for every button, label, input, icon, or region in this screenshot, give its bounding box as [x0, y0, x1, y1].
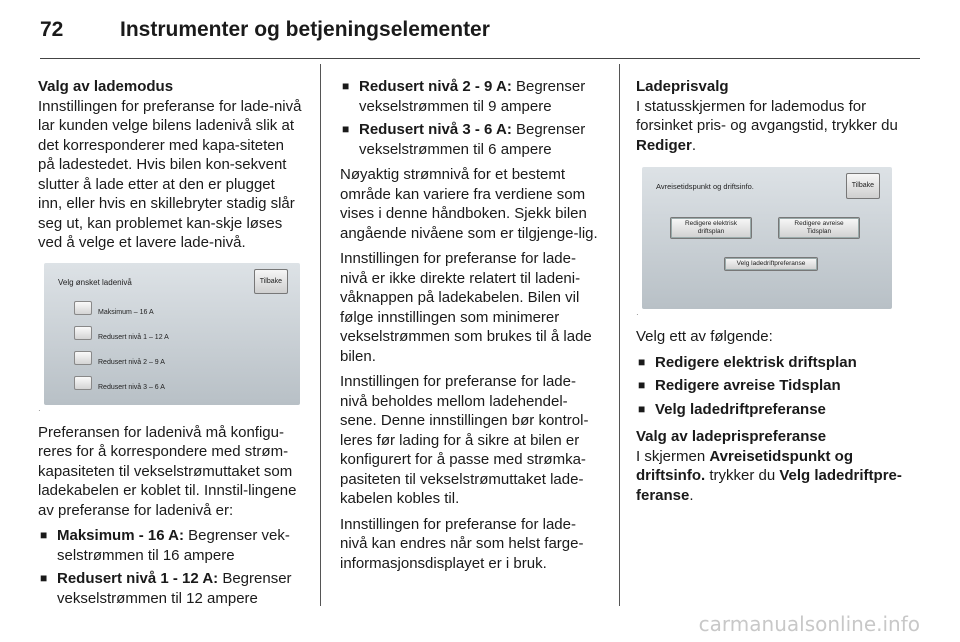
- item-text: Begrenser vekselstrømmen til 12 ampere: [57, 570, 292, 607]
- paragraph: Innstillingen for preferanse for lade-nivå er ikke direkte relatert til ladeni-våknappen på ladekabelen. Bilen vil følge innstillingen som minimerer vekselstrømmen som brukes til å lade bilen.: [340, 250, 592, 365]
- column-3: [636, 77, 904, 511]
- bullet-list: [38, 526, 302, 608]
- text: .: [691, 136, 697, 154]
- paragraph: Preferansen for ladenivå må konfigu-reres for å korrespondere med strøm-kapasiteten til vekselstrømuttaket som ladekabelen er koblet til. Innstil-lingene av preferanse for ladenivå er:: [38, 423, 297, 519]
- list-item: ■ Redigere avreise Tidsplan: [636, 376, 904, 396]
- paragraph: [636, 447, 904, 506]
- list-item: ■ Velg ladedriftpreferanse: [636, 400, 904, 420]
- bullet-list: [340, 77, 602, 159]
- paragraph: Innstillingen for preferanse for lade-nivå beholdes mellom ladehendel-sene. Denne innstillingen bør kontrol-leres før lading for å sikre at bilen er konfigurert for å passe med strømka-pasiteten til vekselstrømuttaket lade-kabelen kobles til.: [340, 373, 589, 507]
- column-divider: [619, 64, 620, 606]
- section-heading-price: Ladeprisvalg: [636, 78, 729, 95]
- screen-title: Avreisetidspunkt og driftsinfo.: [656, 182, 754, 191]
- option-label: Redusert nivå 3 – 6 A: [98, 383, 165, 391]
- section-heading-charge-mode: Valg av lademodus: [38, 78, 174, 95]
- paragraph: Velg ett av følgende:: [636, 328, 773, 345]
- option-label: Redusert nivå 1 – 12 A: [98, 333, 169, 341]
- text: I skjermen: [636, 447, 710, 465]
- page-number: 72: [40, 18, 64, 41]
- text: trykker du: [705, 467, 780, 484]
- checkbox-icon: [74, 301, 92, 315]
- checkbox-icon: [74, 326, 92, 340]
- emphasis: Rediger: [636, 136, 692, 154]
- item-label: Redusert nivå 3 - 6 A:: [359, 121, 512, 138]
- column-divider: [320, 64, 321, 606]
- screen-title: Velg ønsket ladenivå: [58, 277, 132, 287]
- paragraph: [636, 97, 904, 156]
- item-label: Redusert nivå 1 - 12 A:: [57, 570, 219, 587]
- column-2: [340, 77, 602, 579]
- emphasis: Avreisetidspunkt og driftsinfo.: [636, 447, 853, 484]
- list-item: ■ Redigere elektrisk driftsplan: [636, 353, 904, 373]
- column-1: [38, 77, 302, 614]
- paragraph: Innstillingen for preferanse for lade-nivå lar kunden velge bilens ladenivå slik at det korresponderer med kapa-siteten på ladestedet. Hvis bilen kon-sekvent slutter å lade etter at den er plugget inn, eller hvis en skillebryter stadig slår seg ut, kan problemet kan-skje løses ved å velge et lavere lade-nivå.: [38, 97, 302, 251]
- option-label: Maksimum – 16 A: [98, 308, 154, 316]
- list-item: [340, 77, 602, 116]
- option-label: Redusert nivå 2 – 9 A: [98, 358, 165, 366]
- text: I statusskjermen for lademodus for forsinket pris- og avgangstid, trykker du: [636, 97, 898, 134]
- charge-level-screen-image: [44, 263, 300, 405]
- departure-screen-image: [642, 167, 892, 309]
- list-item: [38, 569, 302, 608]
- screen-button: Redigere avreise Tidsplan: [778, 217, 860, 239]
- item-label: Maksimum - 16 A:: [57, 527, 184, 544]
- list-item: [38, 526, 302, 565]
- image-marker: ·: [38, 405, 41, 415]
- page-title: Instrumenter og betjeningselementer: [120, 18, 490, 41]
- screen-button: Redigere elektrisk driftsplan: [670, 217, 752, 239]
- watermark: carmanualsonline.info: [698, 612, 920, 636]
- bullet-list: [636, 353, 904, 420]
- paragraph: Nøyaktig strømnivå for et bestemt område kan variere fra verdiene som vises i denne håndboken. Sjekk bilen angående nivåene som er tilgjenge-lig.: [340, 166, 598, 242]
- item-text: Begrenser vek-selstrømmen til 16 ampere: [57, 527, 290, 564]
- page-header: [40, 18, 920, 50]
- back-button: Tilbake: [846, 173, 880, 199]
- header-divider: [40, 58, 920, 59]
- item-text: Begrenser vekselstrømmen til 6 ampere: [359, 121, 586, 158]
- item-label: Redusert nivå 2 - 9 A:: [359, 78, 512, 95]
- section-heading-price-preference: Valg av ladeprispreferanse: [636, 428, 827, 445]
- list-item: [340, 120, 602, 159]
- paragraph: Innstillingen for preferanse for lade-nivå kan endres når som helst farge-informasjonsdisplayet er i bruk.: [340, 515, 584, 572]
- emphasis: Velg ladedriftpre-feranse: [636, 467, 902, 504]
- checkbox-icon: [74, 351, 92, 365]
- checkbox-icon: [74, 376, 92, 390]
- item-text: Begrenser vekselstrømmen til 9 ampere: [359, 78, 586, 115]
- back-button: Tilbake: [254, 269, 288, 295]
- text: .: [689, 486, 694, 504]
- image-marker: ·: [636, 310, 639, 319]
- screen-button: Velg ladedriftpreferanse: [724, 257, 818, 271]
